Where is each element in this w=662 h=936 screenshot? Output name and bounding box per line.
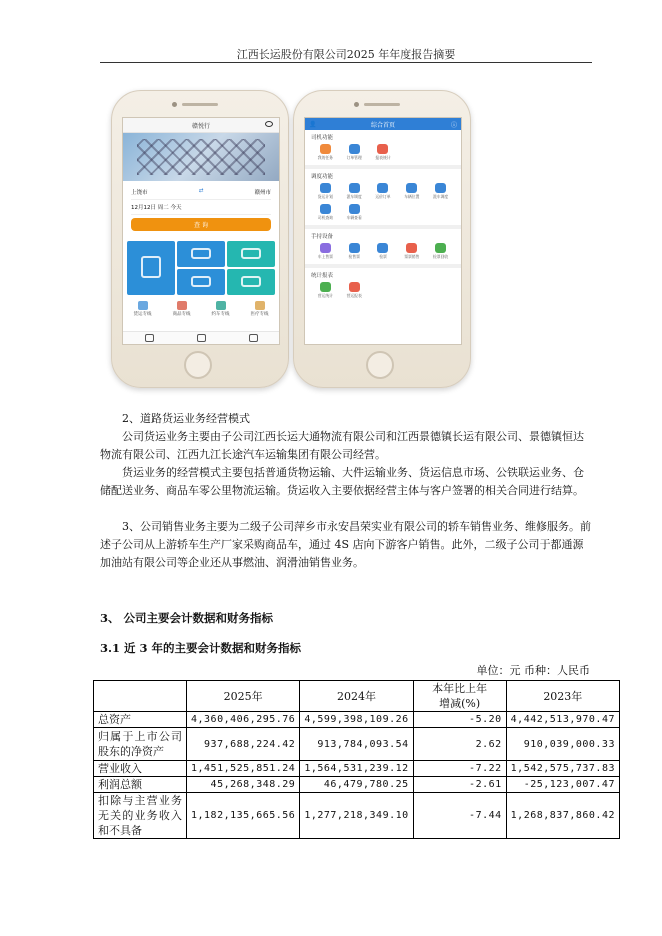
value-2025: 4,360,406,295.76 [187, 712, 300, 728]
row-label: 归属于上市公司股东的净资产 [94, 728, 187, 761]
value-2025: 1,182,135,665.56 [187, 793, 300, 839]
service-ride[interactable]: 约车专线 [212, 301, 230, 317]
table-header-row [94, 681, 620, 712]
task-icon [320, 144, 331, 154]
value-change: -7.22 [413, 761, 506, 777]
home-tab-icon[interactable] [145, 334, 154, 342]
value-2023: 1,542,575,737.83 [506, 761, 619, 777]
price-icon [377, 183, 388, 193]
home-button [366, 351, 394, 379]
paragraph-freight-subsidiaries: 公司货运业务主要由子公司江西长运大通物流有限公司和江西景德镇长运有限公司、景德镇恒达物流有限公司、江西九江长途汽车运输集团有限公司经营。 [100, 430, 584, 461]
speaker-grille [364, 103, 400, 106]
menu-item[interactable]: 运价订单 [369, 183, 398, 200]
vehicle-view-icon [349, 204, 360, 214]
menu-item[interactable]: 我的任务 [311, 144, 340, 161]
section-title: 司机功能 [311, 135, 334, 141]
route-search-form [123, 181, 279, 235]
driver-query-icon [320, 204, 331, 214]
medical-icon [255, 301, 265, 310]
value-change: -5.20 [413, 712, 506, 728]
check-ticket-icon [377, 243, 388, 253]
item2-title: 2、道路货运业务经营模式 [122, 412, 250, 425]
from-city[interactable]: 上饶市 [131, 190, 148, 196]
menu-item[interactable]: 车辆查看 [340, 204, 369, 221]
menu-item[interactable]: 票票销售 [397, 243, 426, 260]
camera-icon [172, 102, 177, 107]
section-driver [305, 130, 461, 169]
orders-tab-icon[interactable] [197, 334, 206, 342]
table-header-cell: 本年比上年 增减(%) [413, 681, 506, 712]
paragraph-sales: 3、公司销售业务主要为二级子公司萍乡市永安昌荣实业有限公司的轿车销售业务、维修服务。前述子公司从上游轿车生产厂家采购商品车，通过 4S 店向下游客户销售。此外，二级子公司于都通源加油站有限公司等企业还从事燃油、润滑油销售业务。 [100, 520, 591, 569]
value-2023: -25,123,007.47 [506, 777, 619, 793]
bottom-service-icons [123, 301, 279, 317]
app-title-bar [123, 118, 279, 133]
travel-tile-icon[interactable] [177, 269, 225, 295]
financial-table [93, 680, 620, 839]
phone-screen [122, 117, 280, 345]
info-icon[interactable]: ⓘ [450, 121, 457, 129]
table-row [94, 728, 620, 761]
table-header-cell: 2025年 [187, 681, 300, 712]
service-goods[interactable]: 商品专线 [173, 301, 191, 317]
menu-item[interactable]: 车上售票 [311, 243, 340, 260]
row-label: 总资产 [94, 712, 187, 728]
value-2025: 937,688,224.42 [187, 728, 300, 761]
table-header-cell: 2023年 [506, 681, 619, 712]
phone-mockup-operations-app [293, 90, 471, 388]
value-2025: 45,268,348.29 [187, 777, 300, 793]
table-header-cell [94, 681, 187, 712]
value-change: -7.44 [413, 793, 506, 839]
travel-date[interactable]: 12月12日 周二 今天 [131, 205, 182, 211]
query-button[interactable]: 查 询 [131, 218, 271, 231]
ticket-sales-icon [406, 243, 417, 253]
check-sale-icon [349, 243, 360, 253]
value-2025: 1,451,525,851.24 [187, 761, 300, 777]
service-tiles [127, 241, 275, 295]
stats-icon [320, 282, 331, 292]
row-label: 扣除与主营业务无关的业务收入和不具备 [94, 793, 187, 839]
table-row [94, 712, 620, 728]
order-icon [349, 144, 360, 154]
menu-item[interactable]: 检票回收 [426, 243, 455, 260]
menu-item[interactable]: 派车调度 [340, 183, 369, 200]
car-tile-icon[interactable] [177, 241, 225, 267]
menu-item[interactable]: 营运统计 [311, 282, 340, 299]
value-2024: 46,479,780.25 [300, 777, 413, 793]
value-change: -2.61 [413, 777, 506, 793]
value-change: 2.62 [413, 728, 506, 761]
report-icon [377, 144, 388, 154]
menu-item[interactable]: 检售票 [340, 243, 369, 260]
tab-bar [123, 331, 279, 344]
freight-icon [138, 301, 148, 310]
swap-icon[interactable]: ⇄ [198, 188, 204, 194]
profile-tab-icon[interactable] [249, 334, 258, 342]
service-freight[interactable]: 货运专线 [134, 301, 152, 317]
bus-tile-icon[interactable] [127, 241, 175, 295]
section-stats [305, 268, 461, 303]
table-row [94, 777, 620, 793]
section-handheld [305, 229, 461, 268]
user-icon[interactable]: 👤 [309, 120, 317, 128]
service-medical[interactable]: 医疗专线 [251, 301, 269, 317]
row-label: 营业收入 [94, 761, 187, 777]
vehicle-location-icon [406, 183, 417, 193]
home-button [184, 351, 212, 379]
app-title: 综合首页 [370, 121, 395, 129]
camera-icon [354, 102, 359, 107]
phone-screen [304, 117, 462, 345]
paragraph-freight-model: 货运业务的经营模式主要包括普通货物运输、大件运输业务、货运信息市场、公铁联运业务、仓储配送业务、商品车零公里物流运输。货运收入主要依据经营主体与客户签署的相关合同进行结算。 [100, 466, 584, 497]
value-2024: 1,277,218,349.10 [300, 793, 413, 839]
header-rule [100, 62, 592, 63]
value-2024: 1,564,531,239.12 [300, 761, 413, 777]
menu-item[interactable]: 司机查询 [311, 204, 340, 221]
station-banner-image [123, 133, 279, 181]
row-label: 利润总额 [94, 777, 187, 793]
section-title: 调度功能 [311, 174, 334, 180]
section-subheading: 3.1 近 3 年的主要会计数据和财务指标 [100, 641, 302, 655]
value-2023: 1,268,837,860.42 [506, 793, 619, 839]
menu-item[interactable]: 货运计划 [311, 183, 340, 200]
eye-icon[interactable] [265, 121, 273, 127]
ticket-sale-icon [320, 243, 331, 253]
dispatch-icon [349, 183, 360, 193]
menu-item[interactable]: 营运报表 [340, 282, 369, 299]
menu-item[interactable]: 报表统计 [369, 144, 398, 161]
unit-currency: 单位：元 币种：人民币 [476, 664, 590, 677]
value-2023: 910,039,000.33 [506, 728, 619, 761]
table-row [94, 761, 620, 777]
menu-item[interactable]: 订单管理 [340, 144, 369, 161]
dispatch-car-icon [435, 183, 446, 193]
plan-icon [320, 183, 331, 193]
phone-mockup-passenger-app [111, 90, 289, 388]
table-row [94, 793, 620, 839]
app-title: 赣悦行 [191, 122, 210, 130]
goods-icon [177, 301, 187, 310]
section-dispatch [305, 169, 461, 229]
ride-icon [216, 301, 226, 310]
menu-item[interactable]: 派车调度 [426, 183, 455, 200]
train-tile-icon[interactable] [227, 241, 275, 267]
menu-item[interactable]: 车辆位置 [397, 183, 426, 200]
taxi-tile-icon[interactable] [227, 269, 275, 295]
speaker-grille [182, 103, 218, 106]
section-title: 手持设备 [311, 234, 334, 240]
to-city[interactable]: 赣州市 [254, 190, 271, 196]
app-header [305, 118, 461, 130]
value-2023: 4,442,513,970.47 [506, 712, 619, 728]
table-header-cell: 2024年 [300, 681, 413, 712]
page-header: 江西长运股份有限公司2025 年年度报告摘要 [236, 48, 456, 61]
value-2024: 913,784,093.54 [300, 728, 413, 761]
section-heading: 3、 公司主要会计数据和财务指标 [100, 611, 274, 625]
value-2024: 4,599,398,109.26 [300, 712, 413, 728]
ticket-recycle-icon [435, 243, 446, 253]
menu-item[interactable]: 检票 [369, 243, 398, 260]
section-title: 统计报表 [311, 273, 334, 279]
stats-report-icon [349, 282, 360, 292]
